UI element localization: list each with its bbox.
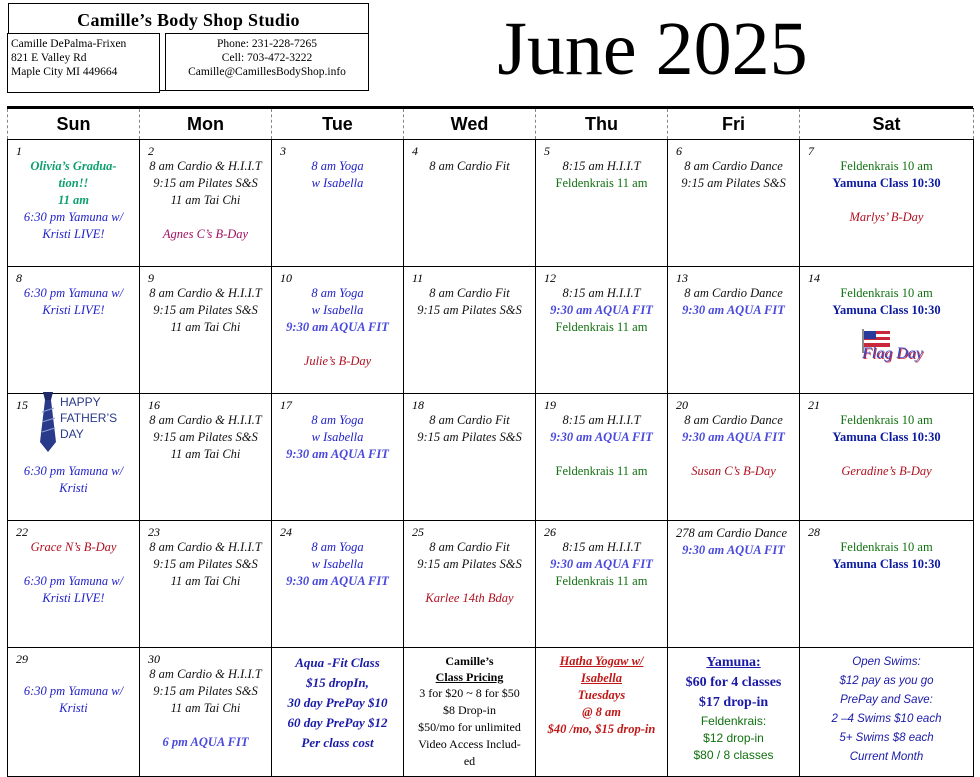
studio-name: Camille’s Body Shop Studio xyxy=(77,10,300,30)
day-cell[interactable] xyxy=(668,267,800,394)
event-line xyxy=(140,717,271,734)
day-number: 1 xyxy=(16,144,22,158)
event-line xyxy=(536,446,667,463)
pricing-note-line: $60 for 4 classes xyxy=(685,675,782,690)
event-line: 11 am Tai Chi xyxy=(170,701,241,715)
event-line xyxy=(800,446,973,463)
event-line: 9:30 am AQUA FIT xyxy=(286,574,389,588)
event-line: Karlee 14th Bday xyxy=(425,591,514,605)
event-line: 9:30 am AQUA FIT xyxy=(682,303,785,317)
day-cell[interactable] xyxy=(140,521,272,648)
day-cell[interactable] xyxy=(404,521,536,648)
fathers-day-text xyxy=(60,394,117,442)
event-line xyxy=(272,336,403,353)
event-line xyxy=(404,573,535,590)
day-cell[interactable] xyxy=(272,521,404,648)
event-line: 8 am Cardio & H.I.I.T xyxy=(149,667,262,681)
event-line: 6:30 pm Yamuna w/ xyxy=(23,286,124,300)
pricing-note-line: Camille’s xyxy=(445,654,494,668)
pricing-note-line: Feldenkrais: xyxy=(700,714,767,728)
day-number: 10 xyxy=(280,271,292,285)
day-number: 11 xyxy=(412,271,424,285)
event-line: 8 am Cardio Fit xyxy=(429,286,510,300)
weekday-sat: Sat xyxy=(800,109,974,140)
pricing-note-line: @ 8 am xyxy=(582,705,621,719)
event-line: 9:30 am AQUA FIT xyxy=(286,447,389,461)
event-line: 8 am Cardio & H.I.I.T xyxy=(149,413,262,427)
event-line: Geradine’s B-Day xyxy=(841,464,932,478)
event-line: Kristi LIVE! xyxy=(42,227,105,241)
event-line: Kristi xyxy=(59,481,88,495)
event-line: 8 am Cardio Fit xyxy=(429,540,510,554)
event-line: Feldenkrais 11 am xyxy=(555,464,648,478)
event-line: 8 am Cardio & H.I.I.T xyxy=(149,159,262,173)
day-cell[interactable] xyxy=(272,648,404,777)
event-line xyxy=(800,192,973,209)
day-cell[interactable] xyxy=(404,648,536,777)
fathers-day-icon xyxy=(36,392,136,456)
pricing-note-line: PrePay and Save: xyxy=(840,694,933,706)
event-line: 9:30 am AQUA FIT xyxy=(682,543,785,557)
pricing-note-line: $17 drop-in xyxy=(698,695,769,710)
event-line: 9:15 am Pilates S&S xyxy=(153,176,258,190)
event-line: 9:15 am Pilates S&S xyxy=(417,557,522,571)
event-line: 9:15 am Pilates S&S xyxy=(417,303,522,317)
event-line: 11 am Tai Chi xyxy=(170,574,241,588)
day-number: 14 xyxy=(808,271,820,285)
day-cell[interactable] xyxy=(140,267,272,394)
event-line: Feldenkrais 10 am xyxy=(840,413,933,427)
pricing-note-line: $40 /mo, $15 drop-in xyxy=(547,722,656,736)
day-cell[interactable] xyxy=(800,648,974,777)
event-line: 11 am Tai Chi xyxy=(170,320,241,334)
week-row xyxy=(8,267,974,394)
pricing-note-line: Video Access Includ- xyxy=(418,737,521,751)
day-number: 21 xyxy=(808,398,820,412)
week-row xyxy=(8,521,974,648)
event-line: Julie’s B-Day xyxy=(303,354,372,368)
day-number: 29 xyxy=(16,652,28,666)
event-line: 8:15 am H.I.I.T xyxy=(562,286,641,300)
day-number: 26 xyxy=(544,525,556,539)
day-number: 30 xyxy=(148,652,160,666)
weekday-thu: Thu xyxy=(536,109,668,140)
event-line: Kristi LIVE! xyxy=(42,303,105,317)
event-line: w Isabella xyxy=(311,303,364,317)
pricing-note-line: Per class cost xyxy=(301,735,374,750)
day-number: 5 xyxy=(544,144,550,158)
event-line: 11 am Tai Chi xyxy=(170,447,241,461)
event-line: 9:15 am Pilates S&S xyxy=(417,430,522,444)
week-row xyxy=(8,648,974,777)
event-line: Feldenkrais 10 am xyxy=(840,540,933,554)
day-cell[interactable] xyxy=(404,140,536,267)
event-line: 8 am Cardio & H.I.I.T xyxy=(149,286,262,300)
event-line: 8 am Cardio Dance xyxy=(684,159,783,173)
contact-box xyxy=(165,33,369,91)
pricing-note-line: 60 day PrePay $12 xyxy=(287,715,388,730)
address-box xyxy=(7,33,160,93)
event-line: Feldenkrais 11 am xyxy=(555,320,648,334)
pricing-note-line: ed xyxy=(463,754,476,768)
day-number: 25 xyxy=(412,525,424,539)
event-line: 11 am Tai Chi xyxy=(170,193,241,207)
event-line: 8 am Cardio & H.I.I.T xyxy=(149,540,262,554)
pricing-note-line: Open Swims: xyxy=(852,656,921,668)
day-number: 17 xyxy=(280,398,292,412)
event-line: Yamuna Class 10:30 xyxy=(832,176,941,190)
day-cell[interactable] xyxy=(800,267,974,394)
pricing-note-line: 3 for $20 ~ 8 for $50 xyxy=(419,686,520,700)
event-line: Grace N’s B-Day xyxy=(30,540,117,554)
day-number: 6 xyxy=(676,144,682,158)
event-line: w Isabella xyxy=(311,176,364,190)
event-line: 9:30 am AQUA FIT xyxy=(286,320,389,334)
day-number: 9 xyxy=(148,271,154,285)
fathers-day-word: FATHER’S xyxy=(60,411,118,425)
event-line: 278 am Cardio Dance xyxy=(676,526,787,540)
event-line: Feldenkrais 10 am xyxy=(840,159,933,173)
event-line: 9:15 am Pilates S&S xyxy=(153,303,258,317)
day-number: 3 xyxy=(280,144,286,158)
event-line: Yamuna Class 10:30 xyxy=(832,557,941,571)
pricing-note-line: Yamuna: xyxy=(706,655,761,670)
pricing-note-line: Tuesdays xyxy=(577,688,626,702)
event-line: tion!! xyxy=(58,176,89,190)
day-cell[interactable] xyxy=(8,267,140,394)
event-line: 8:15 am H.I.I.T xyxy=(562,159,641,173)
event-line: 6:30 pm Yamuna w/ xyxy=(23,210,124,224)
event-line: Feldenkrais 11 am xyxy=(555,574,648,588)
day-cell[interactable] xyxy=(800,521,974,648)
day-number: 13 xyxy=(676,271,688,285)
event-line: Yamuna Class 10:30 xyxy=(832,303,941,317)
event-line: 8 am Yoga xyxy=(311,413,364,427)
event-line: 6 pm AQUA FIT xyxy=(162,735,249,749)
pricing-note-line: $8 Drop-in xyxy=(443,703,496,717)
pricing-note-line: 5+ Swims $8 each xyxy=(839,732,934,744)
event-line: 6:30 pm Yamuna w/ xyxy=(23,684,124,698)
event-line: 9:15 am Pilates S&S xyxy=(153,430,258,444)
event-line: 9:15 am Pilates S&S xyxy=(681,176,786,190)
day-cell[interactable] xyxy=(140,140,272,267)
pricing-note-line: Isabella xyxy=(581,671,622,685)
day-cell[interactable] xyxy=(536,394,668,521)
day-number: 22 xyxy=(16,525,28,539)
event-line: 8 am Cardio Fit xyxy=(429,159,510,173)
day-cell[interactable] xyxy=(404,394,536,521)
day-number: 16 xyxy=(148,398,160,412)
day-number: 15 xyxy=(16,398,28,412)
address-line: Camille DePalma-Frixen xyxy=(11,38,127,50)
day-number: 23 xyxy=(148,525,160,539)
day-cell[interactable] xyxy=(140,648,272,777)
event-line: 8 am Cardio Dance xyxy=(684,286,783,300)
fathers-day-word: DAY xyxy=(60,427,84,441)
event-line: Marlys’ B-Day xyxy=(849,210,924,224)
day-number: 4 xyxy=(412,144,418,158)
event-line: 8 am Cardio Dance xyxy=(684,413,783,427)
day-cell[interactable] xyxy=(8,648,140,777)
flag-day-text: Flag Day xyxy=(862,345,923,362)
pricing-note-line: Aqua -Fit Class xyxy=(295,655,380,670)
pricing-note-line: 30 day PrePay $10 xyxy=(287,695,388,710)
event-line: 9:30 am AQUA FIT xyxy=(550,557,653,571)
address-line: Maple City MI 449664 xyxy=(11,66,118,78)
flag-day-icon xyxy=(860,327,928,371)
weekday-fri: Fri xyxy=(668,109,800,140)
day-number: 7 xyxy=(808,144,814,158)
pricing-note-line: $80 / 8 classes xyxy=(693,748,774,762)
pricing-note-line: Hatha Yogaw w/ xyxy=(559,654,644,668)
day-number: 2 xyxy=(148,144,154,158)
week-row xyxy=(8,394,974,521)
day-number: 20 xyxy=(676,398,688,412)
day-cell[interactable] xyxy=(800,140,974,267)
day-cell[interactable] xyxy=(140,394,272,521)
pricing-note-line: 2 –4 Swims $10 each xyxy=(831,713,942,725)
day-cell[interactable] xyxy=(668,394,800,521)
event-line: 9:30 am AQUA FIT xyxy=(550,430,653,444)
event-line: Susan C’s B-Day xyxy=(691,464,776,478)
event-line xyxy=(8,556,139,573)
cell-line: Cell: 703-472-3222 xyxy=(221,52,313,64)
pricing-note-line: Current Month xyxy=(849,751,924,763)
weekday-mon: Mon xyxy=(140,109,272,140)
address-line: 821 E Valley Rd xyxy=(11,52,87,64)
day-cell[interactable] xyxy=(272,267,404,394)
event-line: Feldenkrais 11 am xyxy=(555,176,648,190)
event-line: 6:30 pm Yamuna w/ xyxy=(23,464,124,478)
event-line: Kristi LIVE! xyxy=(42,591,105,605)
day-number: 8 xyxy=(16,271,22,285)
pricing-note-line: $12 pay as you go xyxy=(839,675,934,687)
weekday-header-row xyxy=(8,109,974,140)
weekday-wed: Wed xyxy=(404,109,536,140)
event-line: 8:15 am H.I.I.T xyxy=(562,540,641,554)
event-line: 8 am Cardio Fit xyxy=(429,413,510,427)
day-cell[interactable] xyxy=(8,394,140,521)
event-line: 8 am Yoga xyxy=(311,159,364,173)
weekday-sun: Sun xyxy=(8,109,140,140)
event-line: 8 am Yoga xyxy=(311,540,364,554)
pricing-note-line: Class Pricing xyxy=(435,670,504,684)
day-cell[interactable] xyxy=(668,521,800,648)
event-line: Yamuna Class 10:30 xyxy=(832,430,941,444)
event-line: Olivia’s Gradua- xyxy=(30,159,117,173)
day-cell[interactable] xyxy=(272,394,404,521)
pricing-note-line: $12 drop-in xyxy=(703,731,764,745)
day-cell[interactable] xyxy=(536,267,668,394)
event-line: 6:30 pm Yamuna w/ xyxy=(23,574,124,588)
event-line: 9:30 am AQUA FIT xyxy=(682,430,785,444)
week-row xyxy=(8,140,974,267)
pricing-note-line: $50/mo for unlimited xyxy=(418,720,521,734)
day-number: 19 xyxy=(544,398,556,412)
event-line xyxy=(8,666,139,683)
pricing-note-line: $15 dropIn, xyxy=(306,675,369,690)
event-line xyxy=(668,446,799,463)
event-line: Kristi xyxy=(59,701,88,715)
event-line: w Isabella xyxy=(311,430,364,444)
day-cell[interactable] xyxy=(536,521,668,648)
day-cell[interactable] xyxy=(272,140,404,267)
event-line: 8 am Yoga xyxy=(311,286,364,300)
day-cell[interactable] xyxy=(8,521,140,648)
phone-line: Phone: 231-228-7265 xyxy=(217,38,317,50)
event-line: 9:30 am AQUA FIT xyxy=(550,303,653,317)
event-line: Agnes C’s B-Day xyxy=(162,227,249,241)
day-number: 28 xyxy=(808,525,820,539)
event-line: 9:15 am Pilates S&S xyxy=(153,684,258,698)
fathers-day-word: HAPPY xyxy=(60,395,101,409)
weekday-tue: Tue xyxy=(272,109,404,140)
day-number: 12 xyxy=(544,271,556,285)
day-cell[interactable] xyxy=(536,140,668,267)
event-line: 11 am xyxy=(58,193,89,207)
calendar-grid xyxy=(7,108,974,777)
day-cell[interactable] xyxy=(536,648,668,777)
day-cell[interactable] xyxy=(8,140,140,267)
day-number: 24 xyxy=(280,525,292,539)
day-cell[interactable] xyxy=(800,394,974,521)
event-line: 9:15 am Pilates S&S xyxy=(153,557,258,571)
day-number: 18 xyxy=(412,398,424,412)
day-cell[interactable] xyxy=(668,140,800,267)
month-title: June 2025 xyxy=(497,7,808,91)
day-cell[interactable] xyxy=(404,267,536,394)
email-line: Camille@CamillesBodyShop.info xyxy=(188,66,346,78)
event-line xyxy=(140,209,271,226)
event-line: Feldenkrais 10 am xyxy=(840,286,933,300)
event-line: 8:15 am H.I.I.T xyxy=(562,413,641,427)
day-cell[interactable] xyxy=(668,648,800,777)
event-line: w Isabella xyxy=(311,557,364,571)
